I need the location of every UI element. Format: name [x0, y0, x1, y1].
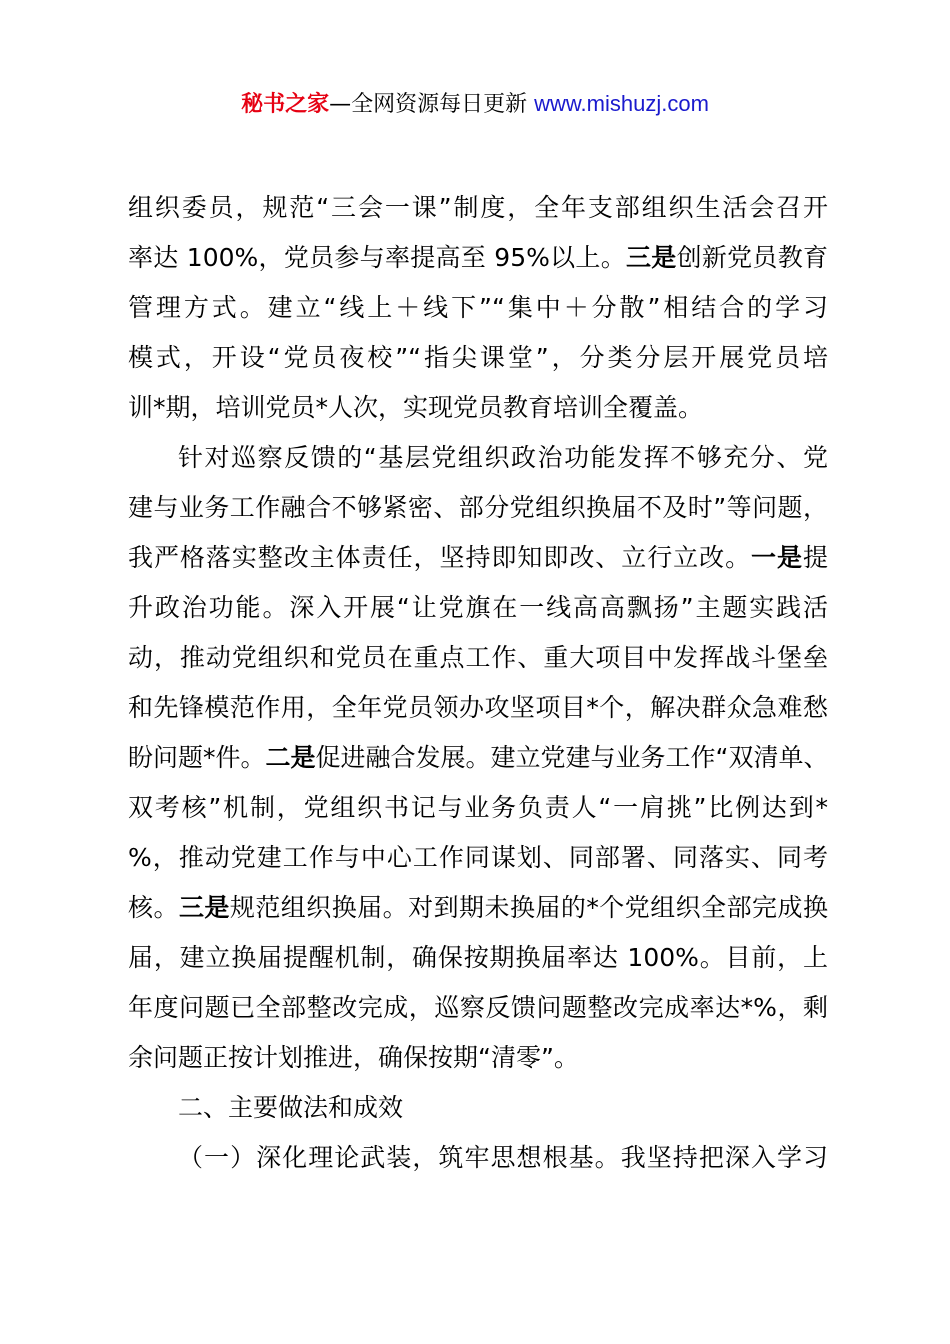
text-line: 管理方式。建立“线上＋线下”“集中＋分散”相结合的学习	[128, 293, 828, 322]
section-heading: 二、主要做法和成效	[178, 1093, 404, 1122]
text-line: 届，建立换届提醒机制，确保按期换届率达 100%。目前，上	[128, 943, 828, 972]
bold-marker: 一是	[751, 543, 803, 572]
text-line: 和先锋模范作用，全年党员领办攻坚项目*个，解决群众急难愁	[128, 693, 828, 722]
paragraph-start-line: 针对巡察反馈的“基层党组织政治功能发挥不够充分、党	[178, 443, 828, 472]
text-line: 模式，开设“党员夜校”“指尖课堂”，分类分层开展党员培	[128, 343, 828, 372]
text-line	[128, 733, 828, 783]
text-line	[128, 883, 828, 933]
text-line: 余问题正按计划推进，确保按期“清零”。	[128, 1043, 579, 1072]
text-segment: 率达 100%，党员参与率提高至 95%以上。	[128, 243, 626, 272]
text-line: %，推动党建工作与中心工作同谋划、同部署、同落实、同考	[128, 843, 828, 872]
header-slogan: —全网资源每日更新	[329, 92, 535, 117]
brand-name: 秘书之家	[241, 92, 330, 117]
text-segment: 盼问题*件。	[128, 743, 266, 772]
text-segment: 促进融合发展。建立党建与业务工作“双清单、	[315, 743, 828, 772]
text-line: 训*期，培训党员*人次，实现党员教育培训全覆盖。	[128, 393, 704, 422]
subsection-heading-line: （一）深化理论武装，筑牢思想根基。我坚持把深入学习	[178, 1143, 828, 1172]
text-line: 组织委员，规范“三会一课”制度，全年支部组织生活会召开	[128, 193, 828, 222]
text-segment: 核。	[128, 893, 179, 922]
text-line	[128, 533, 828, 583]
text-line: 年度问题已全部整改完成，巡察反馈问题整改完成率达*%，剩	[128, 993, 828, 1022]
site-header	[0, 86, 950, 123]
site-url-link[interactable]: www.mishuzj.com	[534, 91, 709, 116]
text-line: 动，推动党组织和党员在重点工作、重大项目中发挥战斗堡垒	[128, 643, 828, 672]
text-segment: 提	[802, 543, 828, 572]
text-line: 升政治功能。深入开展“让党旗在一线高高飘扬”主题实践活	[128, 593, 828, 622]
text-segment: 我严格落实整改主体责任，坚持即知即改、立行立改。	[128, 543, 752, 572]
bold-marker: 二是	[265, 743, 316, 772]
text-line	[128, 233, 828, 283]
bold-marker: 三是	[178, 893, 230, 922]
bold-marker: 三是	[626, 243, 677, 272]
text-segment: 规范组织换届。对到期未换届的*个党组织全部完成换	[229, 893, 828, 922]
text-segment: 创新党员教育	[676, 243, 828, 272]
text-line: 建与业务工作融合不够紧密、部分党组织换届不及时”等问题，	[128, 493, 828, 522]
document-body	[128, 183, 828, 1183]
text-line: 双考核”机制，党组织书记与业务负责人“一肩挑”比例达到*	[128, 793, 828, 822]
